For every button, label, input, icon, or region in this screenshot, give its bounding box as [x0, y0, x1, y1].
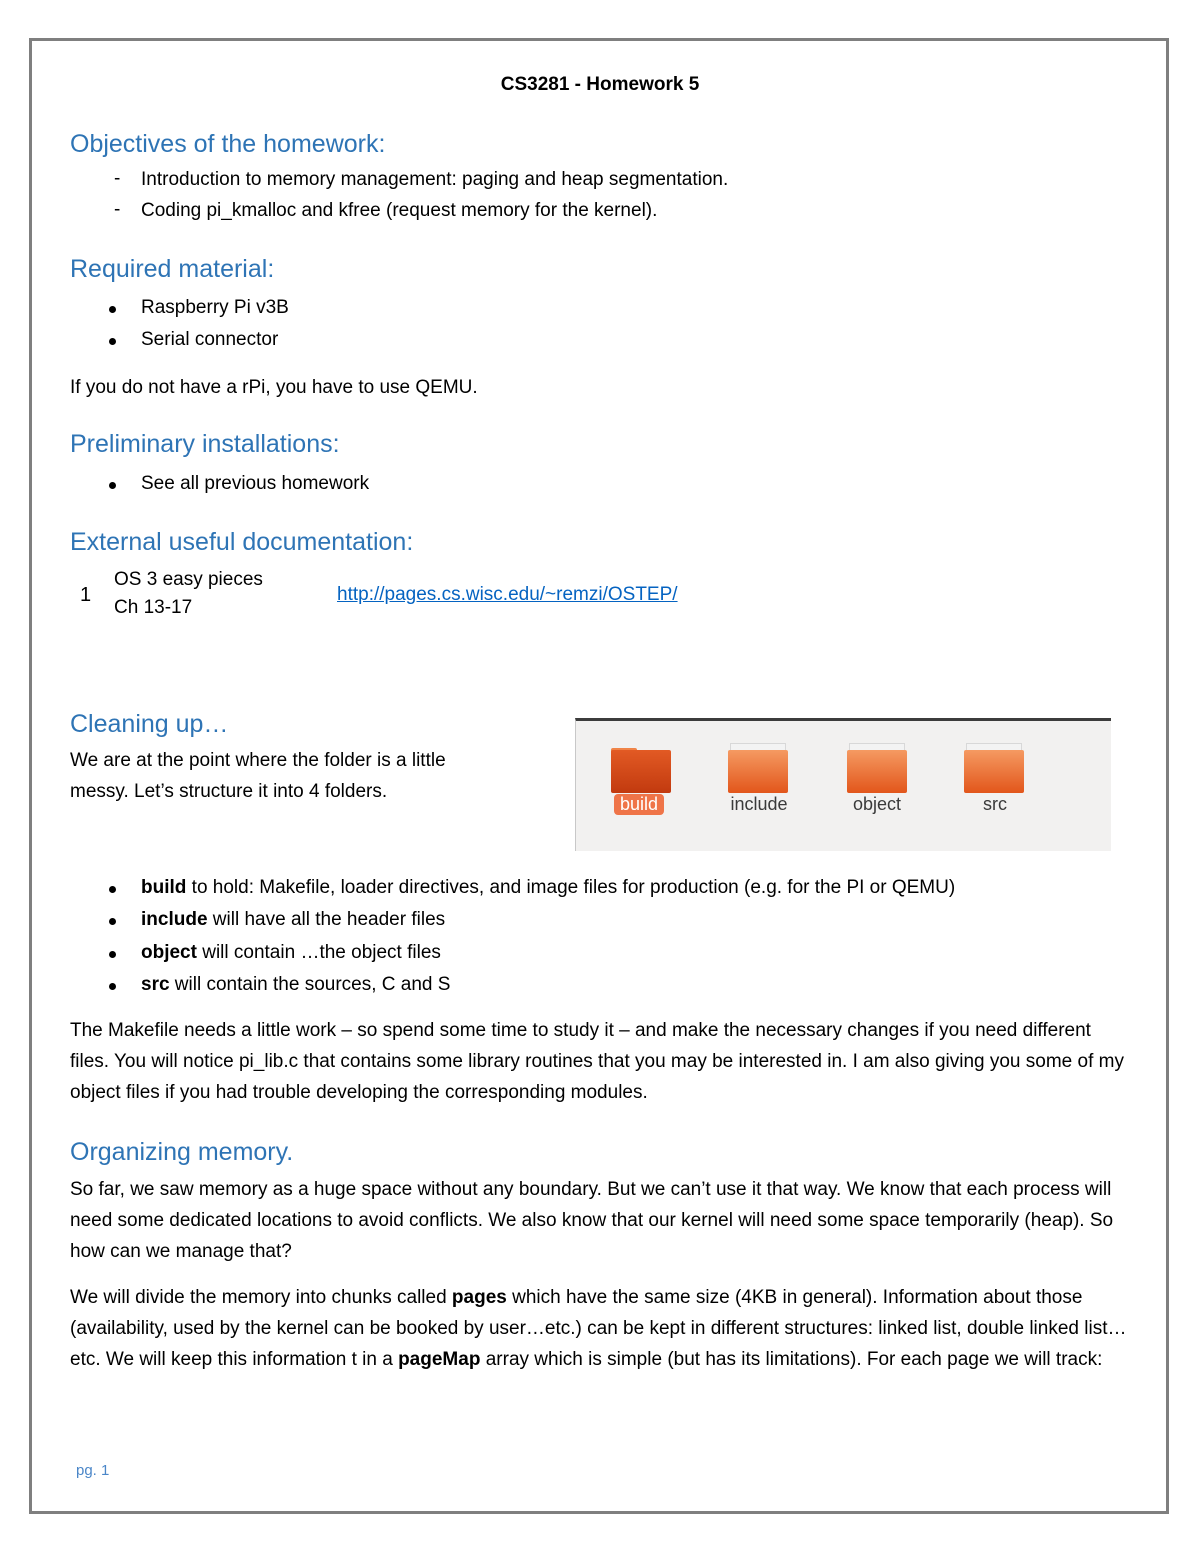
preliminary-item: See all previous homework — [141, 473, 370, 494]
external-heading: External useful documentation: — [70, 528, 414, 556]
objective-item: Introduction to memory management: paging and heap segmentation. — [141, 169, 729, 190]
bullet-icon — [109, 338, 116, 345]
cleaning-heading: Cleaning up… — [70, 710, 229, 738]
folder-icon[interactable] — [847, 743, 909, 795]
bullet-icon — [109, 482, 116, 489]
memory-paragraph-2: We will divide the memory into chunks called pages which have the same size (4KB in general). Information about those (availability, used by the kernel can be booked by user…etc.) can be kept in different structures: linked list, double linked list…etc. We will keep this information t in a pageMap array which is simple (but has its limitations). For each page we will track: — [70, 1287, 1127, 1370]
makefile-paragraph: The Makefile needs a little work – so spend some time to study it – and make the necessary changes if you need different files. You will notice pi_lib.c that contains some library routines that you may be interested in. I am also giving you some of my object files if you had trouble developing the corresponding modules. — [70, 1020, 1124, 1103]
required-note: If you do not have a rPi, you have to use QEMU. — [70, 377, 478, 398]
bullet-icon — [109, 983, 116, 990]
folder-icon[interactable] — [611, 743, 673, 795]
required-item: Raspberry Pi v3B — [141, 297, 289, 318]
folder-description: src will contain the sources, C and S — [141, 974, 451, 995]
preliminary-heading: Preliminary installations: — [70, 430, 340, 458]
ostep-link[interactable]: http://pages.cs.wisc.edu/~remzi/OSTEP/ — [337, 584, 678, 605]
folder-label-include[interactable]: include — [730, 794, 788, 814]
folder-description: object will contain …the object files — [141, 942, 441, 963]
objective-item: Coding pi_kmalloc and kfree (request memory for the kernel). — [141, 200, 658, 221]
bullet-icon — [109, 918, 116, 925]
folder-label-build[interactable]: build — [614, 794, 664, 815]
cleaning-intro: We are at the point where the folder is a little — [70, 750, 446, 771]
folder-description: build to hold: Makefile, loader directives, and image files for production (e.g. for the PI or QEMU) — [141, 877, 956, 898]
document-title: CS3281 - Homework 5 — [500, 74, 700, 95]
dash-marker: - — [114, 168, 121, 189]
folder-description: include will have all the header files — [141, 909, 446, 930]
memory-paragraph-1: So far, we saw memory as a huge space without any boundary. But we can’t use it that way. We know that each process will need some dedicated locations to avoid conflicts. We also know that our kernel will need some space temporarily (heap). So how can we manage that? — [70, 1179, 1114, 1262]
cleaning-intro: messy. Let’s structure it into 4 folders. — [70, 781, 388, 802]
folder-icon[interactable] — [964, 743, 1026, 795]
objectives-heading: Objectives of the homework: — [70, 130, 386, 158]
folder-screenshot — [575, 718, 1111, 851]
doc-chapters: Ch 13-17 — [114, 597, 193, 618]
bullet-icon — [109, 306, 116, 313]
doc-number: 1 — [80, 584, 92, 606]
bullet-icon — [109, 886, 116, 893]
page-number: pg. 1 — [76, 1462, 110, 1479]
dash-marker: - — [114, 199, 121, 220]
folder-label-object[interactable]: object — [852, 794, 902, 814]
required-heading: Required material: — [70, 255, 275, 283]
folder-label-src[interactable]: src — [983, 794, 1007, 814]
organizing-heading: Organizing memory. — [70, 1138, 294, 1166]
folder-icon[interactable] — [728, 743, 790, 795]
bullet-icon — [109, 951, 116, 958]
doc-name: OS 3 easy pieces — [114, 569, 263, 590]
required-item: Serial connector — [141, 329, 279, 350]
